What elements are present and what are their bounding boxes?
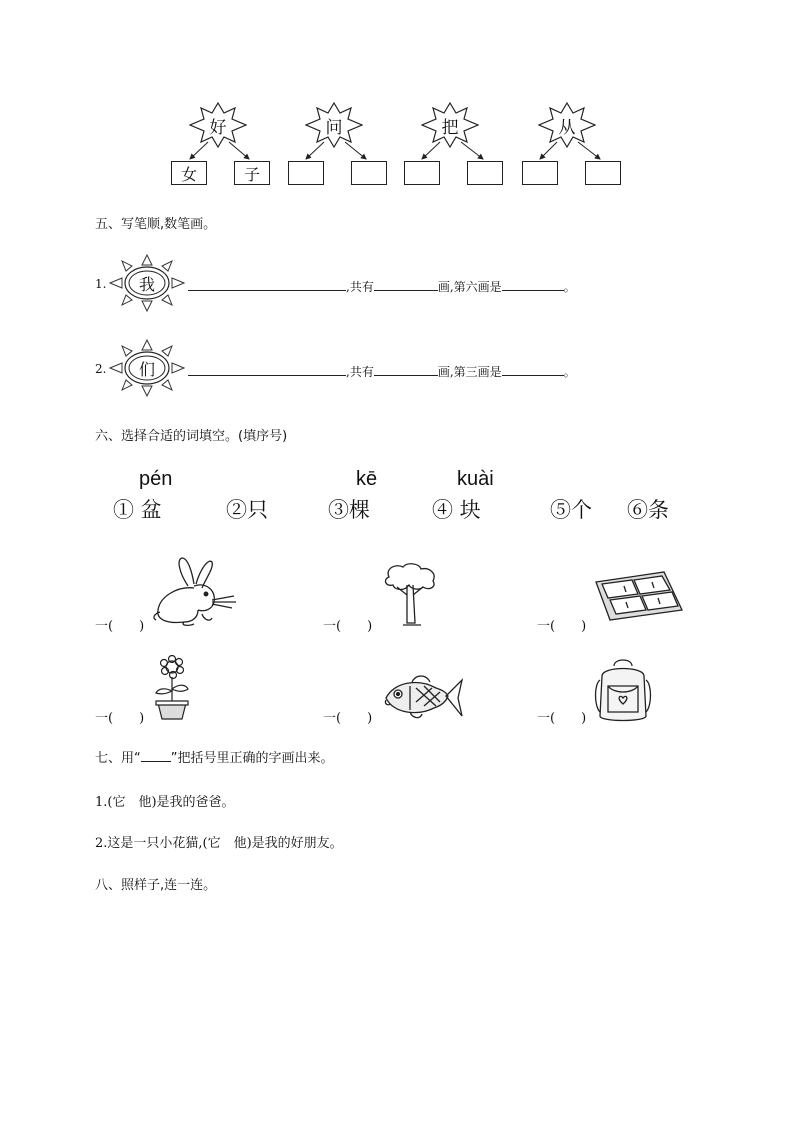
option-2: ②只 xyxy=(226,498,268,522)
tree-icon xyxy=(381,563,441,627)
stroke-label: 画,第六画是 xyxy=(437,280,502,294)
answer-line-count[interactable] xyxy=(374,363,438,376)
answer-box[interactable] xyxy=(585,161,621,185)
answer-box[interactable] xyxy=(351,161,387,185)
flower-pot-icon xyxy=(152,655,192,721)
blank-fish[interactable]: 一( ) xyxy=(323,711,373,726)
sun-box xyxy=(108,253,186,313)
pinyin-ke: kē xyxy=(356,468,378,490)
answer-line-count[interactable] xyxy=(374,278,438,291)
sun-char: 我 xyxy=(138,274,155,294)
total-label: ,共有 xyxy=(346,280,374,294)
fish-icon xyxy=(380,672,464,722)
pinyin-kuai: kuài xyxy=(457,468,494,490)
answer-line-stroke[interactable] xyxy=(502,278,564,291)
sun-char: 们 xyxy=(138,359,155,379)
section7-question-2[interactable]: 2.这是一只小花猫,(它 他)是我的好朋友。 xyxy=(95,836,343,851)
end-mark: 。 xyxy=(563,365,576,379)
blank-table[interactable]: 一( ) xyxy=(537,619,587,634)
option-5: ⑤个 xyxy=(550,498,592,522)
question-number: 1. xyxy=(95,277,107,291)
option-4: ④ 块 xyxy=(432,498,481,522)
sun-box xyxy=(108,338,186,398)
answer-box[interactable]: 子 xyxy=(234,161,270,185)
star-char: 好 xyxy=(209,117,227,138)
section7-question-1[interactable]: 1.(它 他)是我的爸爸。 xyxy=(95,795,235,810)
section7-heading-pre: 七、用“ xyxy=(95,751,141,766)
star-char: 把 xyxy=(441,117,459,138)
answer-line-stroke[interactable] xyxy=(502,363,564,376)
section6-heading: 六、选择合适的词填空。(填序号) xyxy=(95,429,288,444)
option-6: ⑥条 xyxy=(627,498,669,522)
answer-line-strokes[interactable] xyxy=(188,363,346,376)
answer-line-strokes[interactable] xyxy=(188,278,346,291)
pinyin-pen: pén xyxy=(139,468,173,490)
answer-box[interactable] xyxy=(522,161,558,185)
question-number: 2. xyxy=(95,362,107,376)
option-3: ③棵 xyxy=(328,498,370,522)
answer-box[interactable]: 女 xyxy=(171,161,207,185)
section7-heading xyxy=(95,747,334,766)
answer-box[interactable] xyxy=(467,161,503,185)
section7-heading-post: ”把括号里正确的字画出来。 xyxy=(170,751,334,766)
blank-bag[interactable]: 一( ) xyxy=(537,711,587,726)
section8-heading: 八、照样子,连一连。 xyxy=(95,878,217,893)
end-mark: 。 xyxy=(563,280,576,294)
answer-box[interactable] xyxy=(404,161,440,185)
blank-rabbit[interactable]: 一( ) xyxy=(95,619,145,634)
section5-heading: 五、写笔顺,数笔画。 xyxy=(95,217,217,232)
schoolbag-icon xyxy=(592,658,654,724)
answer-box[interactable] xyxy=(288,161,324,185)
option-1: ① 盆 xyxy=(113,498,162,522)
star-char: 问 xyxy=(325,117,343,138)
blank-tree[interactable]: 一( ) xyxy=(323,619,373,634)
underline-sample xyxy=(141,749,171,762)
star-char: 从 xyxy=(558,117,576,138)
blank-flower[interactable]: 一( ) xyxy=(95,711,145,726)
arrows xyxy=(0,0,794,200)
rabbit-icon xyxy=(150,556,240,628)
stroke-label: 画,第三画是 xyxy=(437,365,502,379)
total-label: ,共有 xyxy=(346,365,374,379)
table-icon xyxy=(594,570,684,622)
